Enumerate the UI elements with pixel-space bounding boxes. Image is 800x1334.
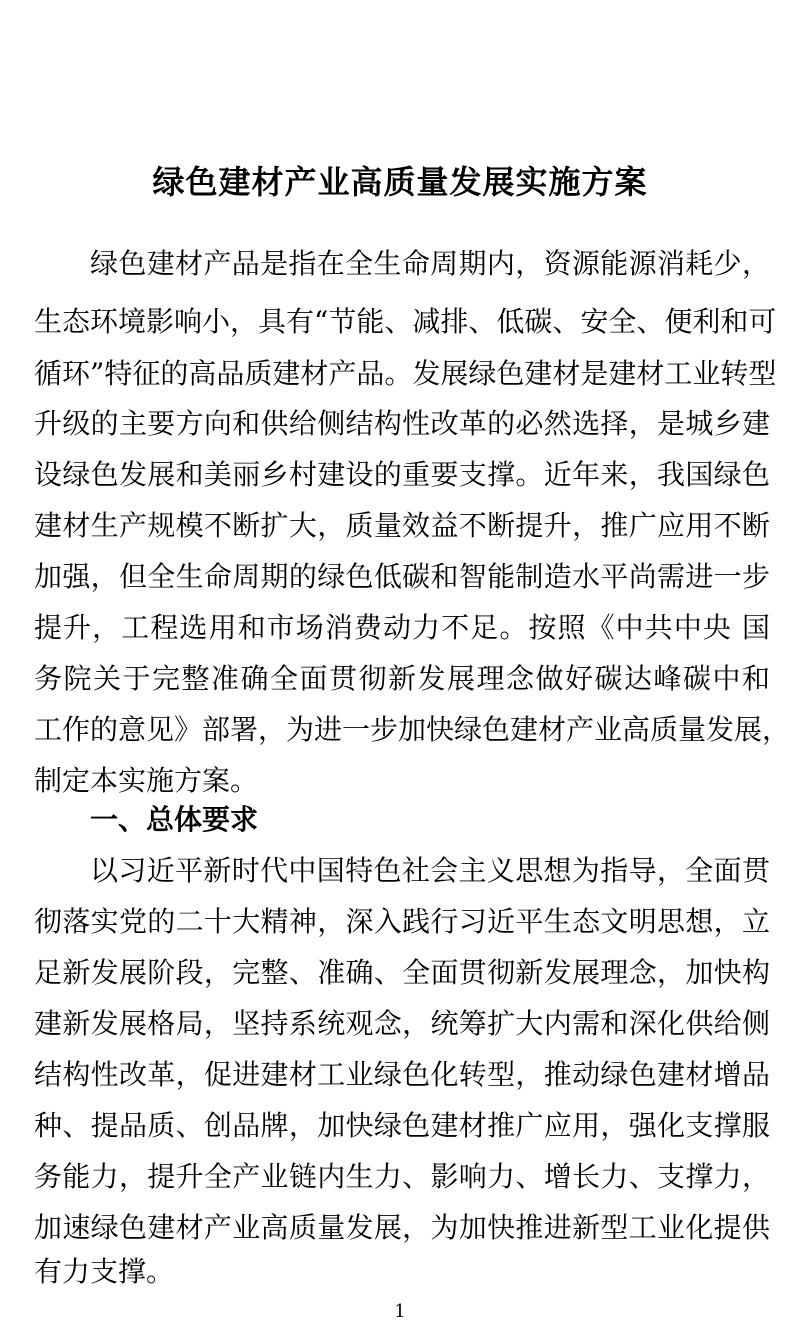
paragraph-line: 建新发展格局，坚持系统观念，统筹扩大内需和深化供给侧 bbox=[34, 1007, 770, 1040]
paragraph-line: 循环”特征的高品质建材产品。发展绿色建材是建材工业转型 bbox=[34, 357, 777, 390]
page-number: 1 bbox=[394, 1301, 406, 1322]
document-title: 绿色建材产业高质量发展实施方案 bbox=[152, 163, 648, 201]
paragraph-line: 务能力，提升全产业链内生力、影响力、增长力、支撑力， bbox=[34, 1160, 770, 1193]
section-heading: 一、总体要求 bbox=[90, 803, 259, 836]
paragraph-line: 有力支撑。 bbox=[34, 1255, 175, 1288]
paragraph-line: 结构性改革，促进建材工业绿色化转型，推动绿色建材增品 bbox=[34, 1058, 770, 1091]
paragraph-line: 加速绿色建材产业高质量发展，为加快推进新型工业化提供 bbox=[34, 1211, 770, 1244]
paragraph-line: 升级的主要方向和供给侧结构性改革的必然选择，是城乡建 bbox=[34, 407, 770, 440]
paragraph-line: 足新发展阶段，完整、准确、全面贯彻新发展理念，加快构 bbox=[34, 956, 770, 989]
paragraph-line: 提升，工程选用和市场消费动力不足。按照《中共中央 国 bbox=[34, 611, 770, 644]
paragraph-line: 设绿色发展和美丽乡村建设的重要支撑。近年来，我国绿色 bbox=[34, 458, 770, 491]
paragraph-line: 以习近平新时代中国特色社会主义思想为指导，全面贯 bbox=[90, 854, 770, 887]
paragraph-line: 务院关于完整准确全面贯彻新发展理念做好碳达峰碳中和 bbox=[34, 662, 770, 695]
paragraph-line: 彻落实党的二十大精神，深入践行习近平生态文明思想，立 bbox=[34, 905, 770, 938]
paragraph-line: 加强，但全生命周期的绿色低碳和智能制造水平尚需进一步 bbox=[34, 560, 770, 593]
paragraph-line: 制定本实施方案。 bbox=[34, 764, 259, 797]
paragraph-line: 生态环境影响小，具有“节能、减排、低碳、安全、便利和可 bbox=[34, 305, 777, 338]
paragraph-line: 绿色建材产品是指在全生命周期内，资源能源消耗少， bbox=[90, 247, 770, 280]
paragraph-line: 建材生产规模不断扩大，质量效益不断提升，推广应用不断 bbox=[34, 509, 770, 542]
paragraph-line: 工作的意见》部署，为进一步加快绿色建材产业高质量发展， bbox=[34, 713, 791, 746]
paragraph-line: 种、提品质、创品牌，加快绿色建材推广应用，强化支撑服 bbox=[34, 1109, 770, 1142]
